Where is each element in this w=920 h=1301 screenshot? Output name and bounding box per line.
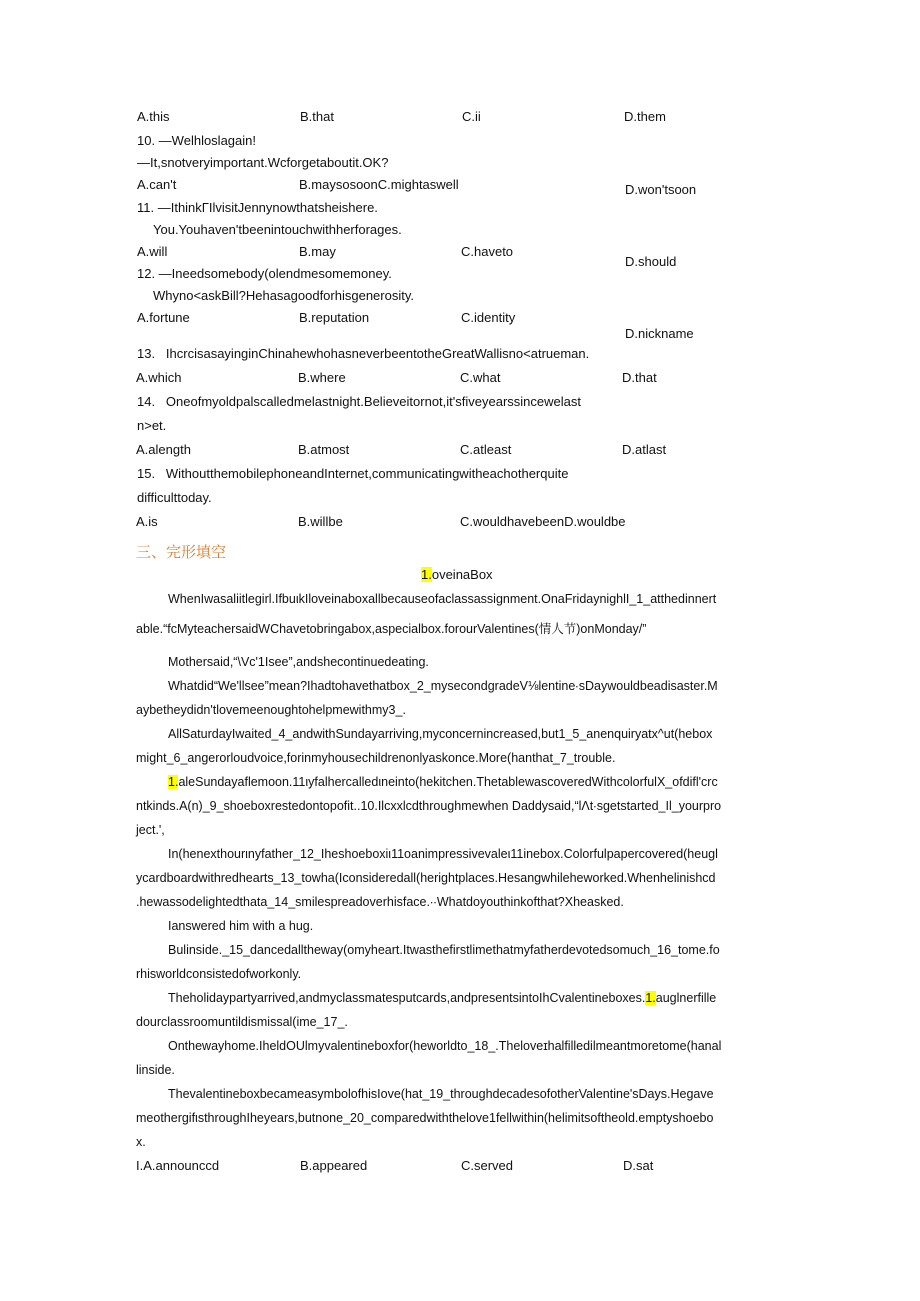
- passage-line-22: meothergifιsthroughIheyears,butnone_20_comparedwiththelove1fellwithin(helimitsoftheold.emptyshoebo: [136, 1111, 714, 1125]
- passage-line-17-text: Theholidaypartyarrived,andmyclassmatesputcards,andpresentsintoIhCvalentineboxes.: [168, 991, 646, 1005]
- q10-option-a: A.can't: [137, 177, 177, 192]
- passage-line-17: [168, 990, 716, 1006]
- passage-title: [421, 567, 493, 583]
- passage-line-20: linside.: [136, 1063, 175, 1077]
- passage-title-text: oveinaBox: [431, 567, 493, 582]
- section-title-cloze: 三、完形填空: [136, 543, 227, 561]
- passage-line-18: dourclassroomuntildismissal(ime_17_.: [136, 1015, 348, 1029]
- passage-line-5: aybetheydidn'tlovemeenoughtohelpmewithmy3_.: [136, 703, 406, 717]
- passage-line-3: Mothersaid,“\Vc'1Isee”,andshecontinuedeating.: [168, 655, 429, 669]
- passage-line-14: Ianswered him with a hug.: [168, 919, 314, 933]
- q14-option-c: C.atleast: [460, 442, 512, 457]
- passage-line-19: Onthewayhome.IheldOUlmyvalentineboxfor(heworldto_18_.Theloveɪhalfilledilmeantmoretome(hanal: [168, 1039, 722, 1053]
- q13-option-b: B.where: [298, 370, 346, 385]
- passage-line-16: rhisworldconsistedofworkonly.: [136, 967, 302, 981]
- q14-stem-line2: n>et.: [137, 418, 167, 433]
- passage-line-12: ycardboardwithredhearts_13_towha(Iconsideredall(herightplaces.Hesangwhileheworked.Whenhelinishcd: [136, 871, 716, 885]
- q12-option-a: A.fortune: [137, 310, 190, 325]
- q15-option-cd: C.wouldhavebeenD.wouldbe: [460, 514, 626, 529]
- passage-line-17-tail: auglnerfille: [655, 991, 717, 1005]
- q13-stem: 13. IhcrcisasayinginChinahewhohasneverbeentotheGreatWallisno<atrueman.: [137, 346, 590, 361]
- passage-line-1: WhenIwasaliitlegirl.IfbuιkIloveinaboxallbecauseofaclassassignment.OnaFridaynighlI_1_atthedinnert: [168, 592, 717, 606]
- cloze-q1-option-a: I.A.announccd: [136, 1158, 220, 1173]
- q15-stem-line2: difficulttoday.: [137, 490, 212, 505]
- q11-reply: You.Youhaven'tbeenintouchwithherforages.: [153, 222, 402, 237]
- q12-reply: Whyno<askBill?Hehasagoodforhisgenerosity.: [153, 288, 414, 303]
- q11-option-d: D.should: [625, 254, 677, 269]
- q10-option-bc: B.maysosoonC.mightaswell: [299, 177, 459, 192]
- q9-option-c: C.ii: [462, 109, 481, 124]
- passage-line-7: might_6_angerorloudvoice,forinmyhousechildrenonlyaskonce.More(hanthat_7_trouble.: [136, 751, 616, 765]
- passage-title-highlight: 1.: [421, 567, 432, 582]
- passage-line-15: Bulinside._15_dancedalltheway(omyheart.Itwasthefirstlimethatmyfatherdevotedsomuch_16_tome.fo: [168, 943, 720, 957]
- q13-option-a: A.which: [136, 370, 182, 385]
- q13-option-c: C.what: [460, 370, 501, 385]
- passage-line-21: ThevalentineboxbecameasymbolofhisIove(hat_19_throughdecadesofotherValentine'sDays.Hegave: [168, 1087, 714, 1101]
- q10-stem: 10. —Welhloslagain!: [137, 133, 256, 148]
- q10-option-d: D.won'tsoon: [625, 182, 697, 197]
- passage-line-6: AllSaturdayIwaited_4_andwithSundayarriving,myconcernincreased,but1_5_anenquiryatx^ut(hebox: [168, 727, 713, 741]
- q12-option-d: D.nickname: [625, 326, 694, 341]
- highlight-mark-17: 1.: [645, 991, 656, 1005]
- q15-stem-line1: 15. WithoutthemobilephoneandInternet,communicatingwitheachotherquite: [137, 466, 569, 481]
- q9-option-b: B.that: [300, 109, 334, 124]
- cloze-q1-option-c: C.served: [461, 1158, 514, 1173]
- highlight-mark-8: 1.: [168, 775, 179, 789]
- cloze-q1-option-b: B.appeared: [300, 1158, 368, 1173]
- q11-option-c: C.haveto: [461, 244, 514, 259]
- q14-option-d: D.atlast: [622, 442, 667, 457]
- q12-option-c: C.identity: [461, 310, 516, 325]
- cloze-q1-option-d: D.sat: [623, 1158, 654, 1173]
- q12-stem: 12. —Ineedsomebody(olendmesomemoney.: [137, 266, 392, 281]
- q14-stem-line1: 14. Oneofmyoldpalscalledmelastnight.Believeitornot,it'sfiveyearssincewelast: [137, 394, 581, 409]
- passage-line-10: ject.',: [136, 823, 165, 837]
- passage-line-11: In(henexthourιnyfather_12_Iheshoeboxiι11oanimpressivevaleι11inebox.Colorfulpapercovered(heugl: [168, 847, 718, 861]
- passage-line-4: Whatdid“We'llsee”mean?Ihadtohavethatbox_2_mysecondgradeV⅛lentine∙sDaywouldbeadisaster.M: [168, 679, 718, 693]
- passage-line-8: [168, 774, 718, 790]
- q11-option-a: A.will: [137, 244, 168, 259]
- q14-option-b: B.atmost: [298, 442, 350, 457]
- q15-option-b: B.willbe: [298, 514, 343, 529]
- passage-line-13: .hewassodelightedthata_14_smilespreadoverhisface.∙∙Whatdoyouthinkofthat?Xheasked.: [136, 895, 624, 909]
- passage-line-9: ntkinds.A(n)_9_shoeboxrestedontopofit..10.Ilcxxlcdthroughmewhen Daddysaid,“lΛt∙sgetstarted_Il_yourpro: [136, 799, 722, 813]
- passage-line-23: x.: [136, 1135, 146, 1149]
- q11-option-b: B.may: [299, 244, 336, 259]
- q9-option-d: D.them: [624, 109, 666, 124]
- q15-option-a: A.is: [136, 514, 158, 529]
- q10-reply: —It,snotveryimportant.Wcforgetaboutit.OK?: [137, 155, 389, 170]
- q14-option-a: A.alength: [136, 442, 191, 457]
- q13-option-d: D.that: [622, 370, 657, 385]
- q12-option-b: B.reputation: [299, 310, 370, 325]
- passage-line-8-text: aleSundayaflemoon.11ιyfalhercalledιneinto(hekitchen.ThetablewascoveredWithcolorfulX_ofdifl'crc: [178, 775, 718, 789]
- passage-line-2: able.“fcMyteachersaidWChavetobringabox,aspecialbox.forourValentines(情人节)onMonday/”: [136, 622, 647, 636]
- q11-stem: 11. —IthinkГIlvisitJennynowthatsheishere.: [137, 200, 378, 215]
- q9-option-a: A.this: [137, 109, 170, 124]
